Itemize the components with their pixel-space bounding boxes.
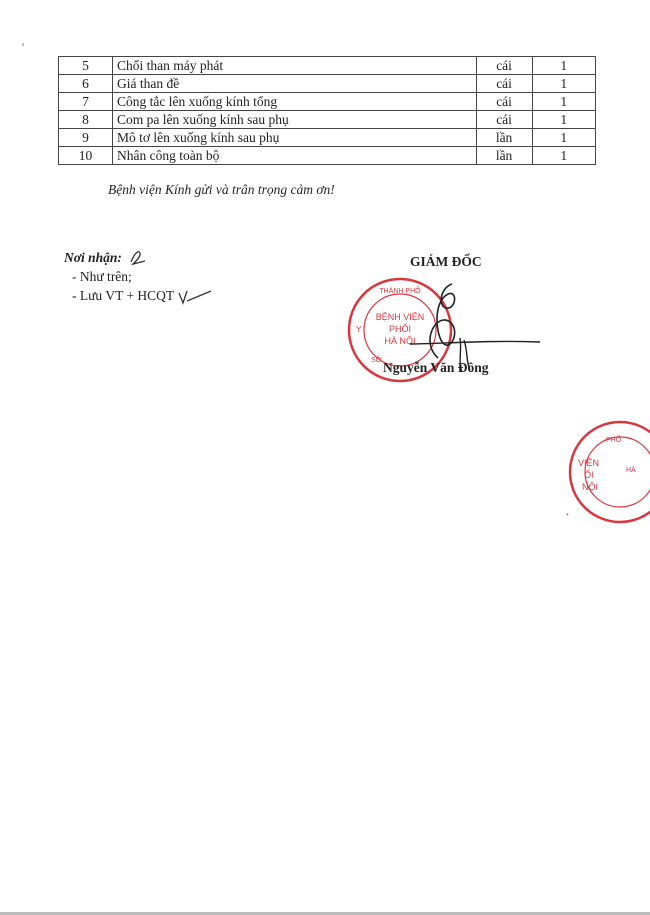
- row-number: 8: [59, 111, 113, 129]
- item-quantity: 1: [532, 75, 595, 93]
- svg-text:PHỐ: PHỐ: [606, 437, 622, 444]
- table-row: [59, 147, 596, 165]
- items-table: [58, 56, 596, 165]
- item-unit: lần: [476, 129, 532, 147]
- table-row: [59, 129, 596, 147]
- svg-text:SỞ: SỞ: [371, 357, 382, 364]
- row-number: 7: [59, 93, 113, 111]
- svg-text:HÀ: HÀ: [626, 467, 636, 474]
- svg-text:*: *: [566, 513, 569, 520]
- thanks-line: Bệnh viện Kính gửi và trân trọng cảm ơn!: [108, 182, 335, 197]
- stamp-line1: BỆNH VIỆN: [375, 312, 425, 322]
- director-title: GIÁM ĐỐC: [410, 254, 482, 269]
- item-quantity: 1: [532, 147, 595, 165]
- svg-text:NỘI: NỘI: [582, 482, 599, 492]
- item-quantity: 1: [532, 129, 595, 147]
- item-unit: cái: [476, 93, 532, 111]
- table-row: [59, 75, 596, 93]
- initial-mark-icon: [177, 287, 213, 305]
- partial-edge-stamp: [560, 418, 650, 526]
- item-quantity: 1: [532, 57, 595, 75]
- row-number: 6: [59, 75, 113, 93]
- stamp-line2: PHỔI: [388, 324, 412, 334]
- item-quantity: 1: [532, 93, 595, 111]
- table-row: [59, 57, 596, 75]
- row-number: 9: [59, 129, 113, 147]
- signer-name: Nguyễn Văn Đông: [383, 360, 489, 375]
- svg-text:Y: Y: [356, 325, 362, 334]
- item-name: Chổi than máy phát: [113, 57, 477, 75]
- stamp-line3: HÀ NỘI: [384, 336, 416, 346]
- row-number: 5: [59, 57, 113, 75]
- item-name: Mô tơ lên xuống kính sau phụ: [113, 129, 477, 147]
- item-name: Giá than đề: [113, 75, 477, 93]
- svg-text:VIỆN: VIỆN: [578, 458, 600, 468]
- stamp-ring-text: THÀNH PHỐ: [379, 288, 421, 295]
- item-name: Công tắc lên xuống kính tổng: [113, 93, 477, 111]
- item-name: Nhân công toàn bộ: [113, 147, 477, 165]
- table-row: [59, 93, 596, 111]
- item-unit: cái: [476, 111, 532, 129]
- table-row: [59, 111, 596, 129]
- recipient-item: - Như trên;: [72, 269, 132, 284]
- row-number: 10: [59, 147, 113, 165]
- item-name: Com pa lên xuống kính sau phụ: [113, 111, 477, 129]
- item-unit: cái: [476, 57, 532, 75]
- corner-mark: ': [22, 40, 25, 54]
- recipient-item: - Lưu VT + HCQT: [64, 286, 213, 305]
- item-quantity: 1: [532, 111, 595, 129]
- svg-text:ỔI: ỔI: [584, 470, 594, 480]
- item-unit: cái: [476, 75, 532, 93]
- item-unit: lần: [476, 147, 532, 165]
- recipients-label: Nơi nhận:: [64, 248, 213, 267]
- recipients-block: [64, 248, 213, 305]
- handwritten-mark-icon: [125, 248, 151, 266]
